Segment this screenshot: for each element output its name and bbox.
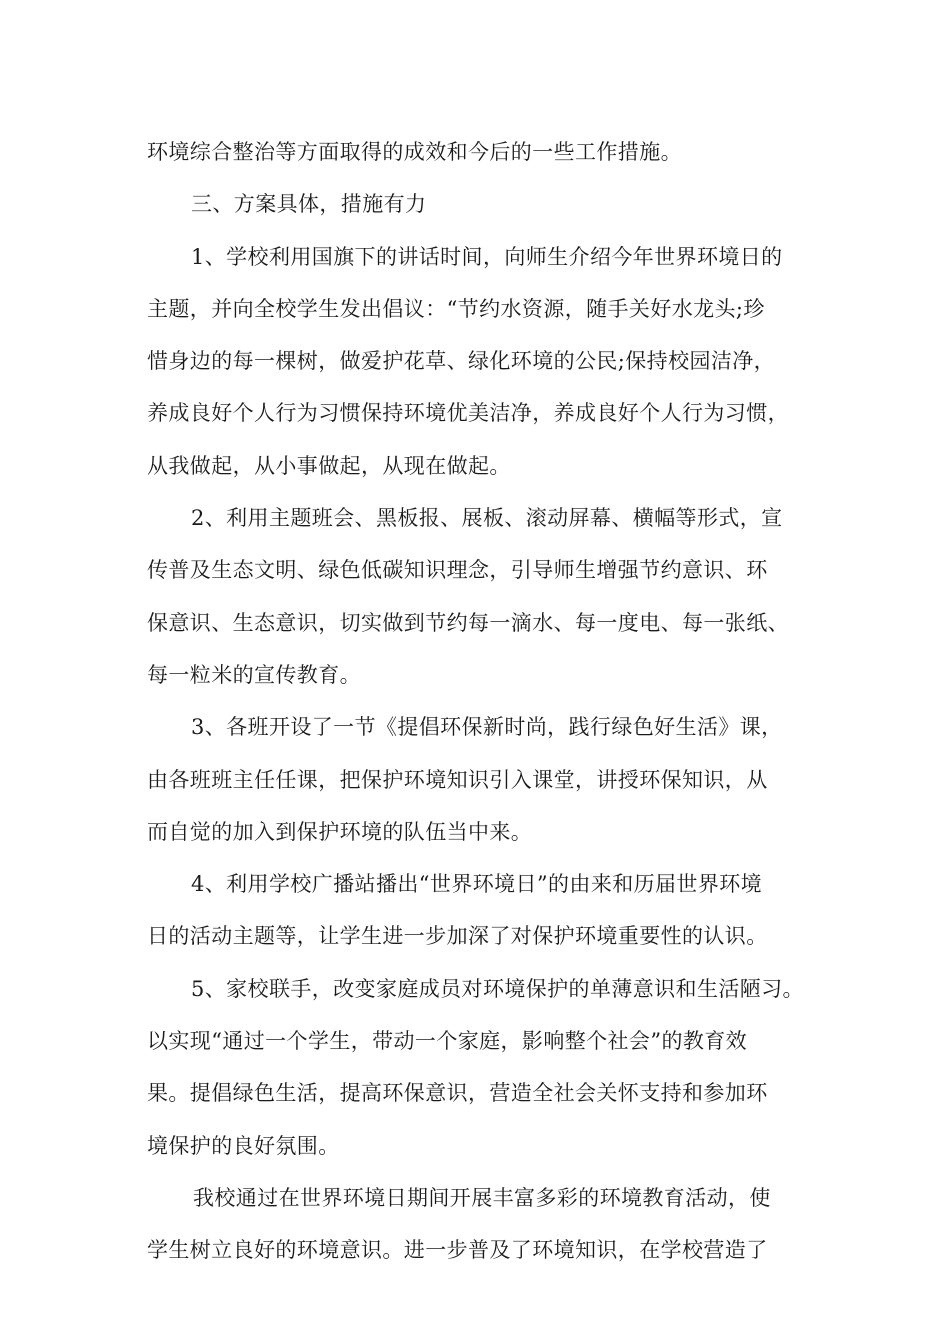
text-line: 日的活动主题等，让学生进一步加深了对保护环境重要性的认识。 bbox=[147, 924, 768, 949]
text-line: 以实现“通过一个学生，带动一个家庭，影响整个社会”的教育效 bbox=[147, 1029, 748, 1054]
text-line: 传普及生态文明、绿色低碳知识理念，引导师生增强节约意识、环 bbox=[147, 558, 768, 583]
text-line: 果。提倡绿色生活，提高环保意识，营造全社会关怀支持和参加环 bbox=[147, 1081, 768, 1106]
text-line: 保意识、生态意识，切实做到节约每一滴水、每一度电、每一张纸、 bbox=[147, 610, 789, 635]
text-line: 每一粒米的宣传教育。 bbox=[147, 662, 361, 687]
text-line: 4、利用学校广播站播出“世界环境日”的由来和历届世界环境 bbox=[191, 872, 763, 897]
text-line: 环境综合整治等方面取得的成效和今后的一些工作措施。 bbox=[147, 140, 682, 164]
text-line: 主题，并向全校学生发出倡议：“节约水资源，随手关好水龙头;珍 bbox=[147, 296, 765, 321]
text-line: 而自觉的加入到保护环境的队伍当中来。 bbox=[147, 819, 533, 844]
text-line: 境保护的良好氛围。 bbox=[147, 1133, 340, 1158]
text-line: 养成良好个人行为习惯保持环境优美洁净，养成良好个人行为习惯， bbox=[147, 401, 789, 426]
text-line: 学生树立良好的环境意识。进一步普及了环境知识，在学校营造了 bbox=[147, 1238, 768, 1263]
document-body bbox=[147, 126, 807, 1277]
text-line: 从我做起，从小事做起，从现在做起。 bbox=[147, 453, 511, 478]
section-heading: 三、方案具体，措施有力 bbox=[191, 192, 427, 217]
text-line: 惜身边的每一棵树，做爱护花草、绿化环境的公民;保持校园洁净， bbox=[147, 349, 776, 374]
text-line: 5、家校联手，改变家庭成员对环境保护的单薄意识和生活陋习。 bbox=[191, 976, 804, 1001]
text-line: 2、利用主题班会、黑板报、展板、滚动屏幕、横幅等形式，宣 bbox=[191, 506, 783, 531]
text-line: 1、学校利用国旗下的讲话时间，向师生介绍今年世界环境日的 bbox=[191, 244, 783, 269]
text-line: 我校通过在世界环境日期间开展丰富多彩的环境教育活动，使 bbox=[193, 1185, 771, 1210]
text-line: 由各班班主任任课，把保护环境知识引入课堂，讲授环保知识，从 bbox=[147, 767, 768, 792]
text-line: 3、各班开设了一节《提倡环保新时尚，践行绿色好生活》课， bbox=[191, 715, 783, 740]
